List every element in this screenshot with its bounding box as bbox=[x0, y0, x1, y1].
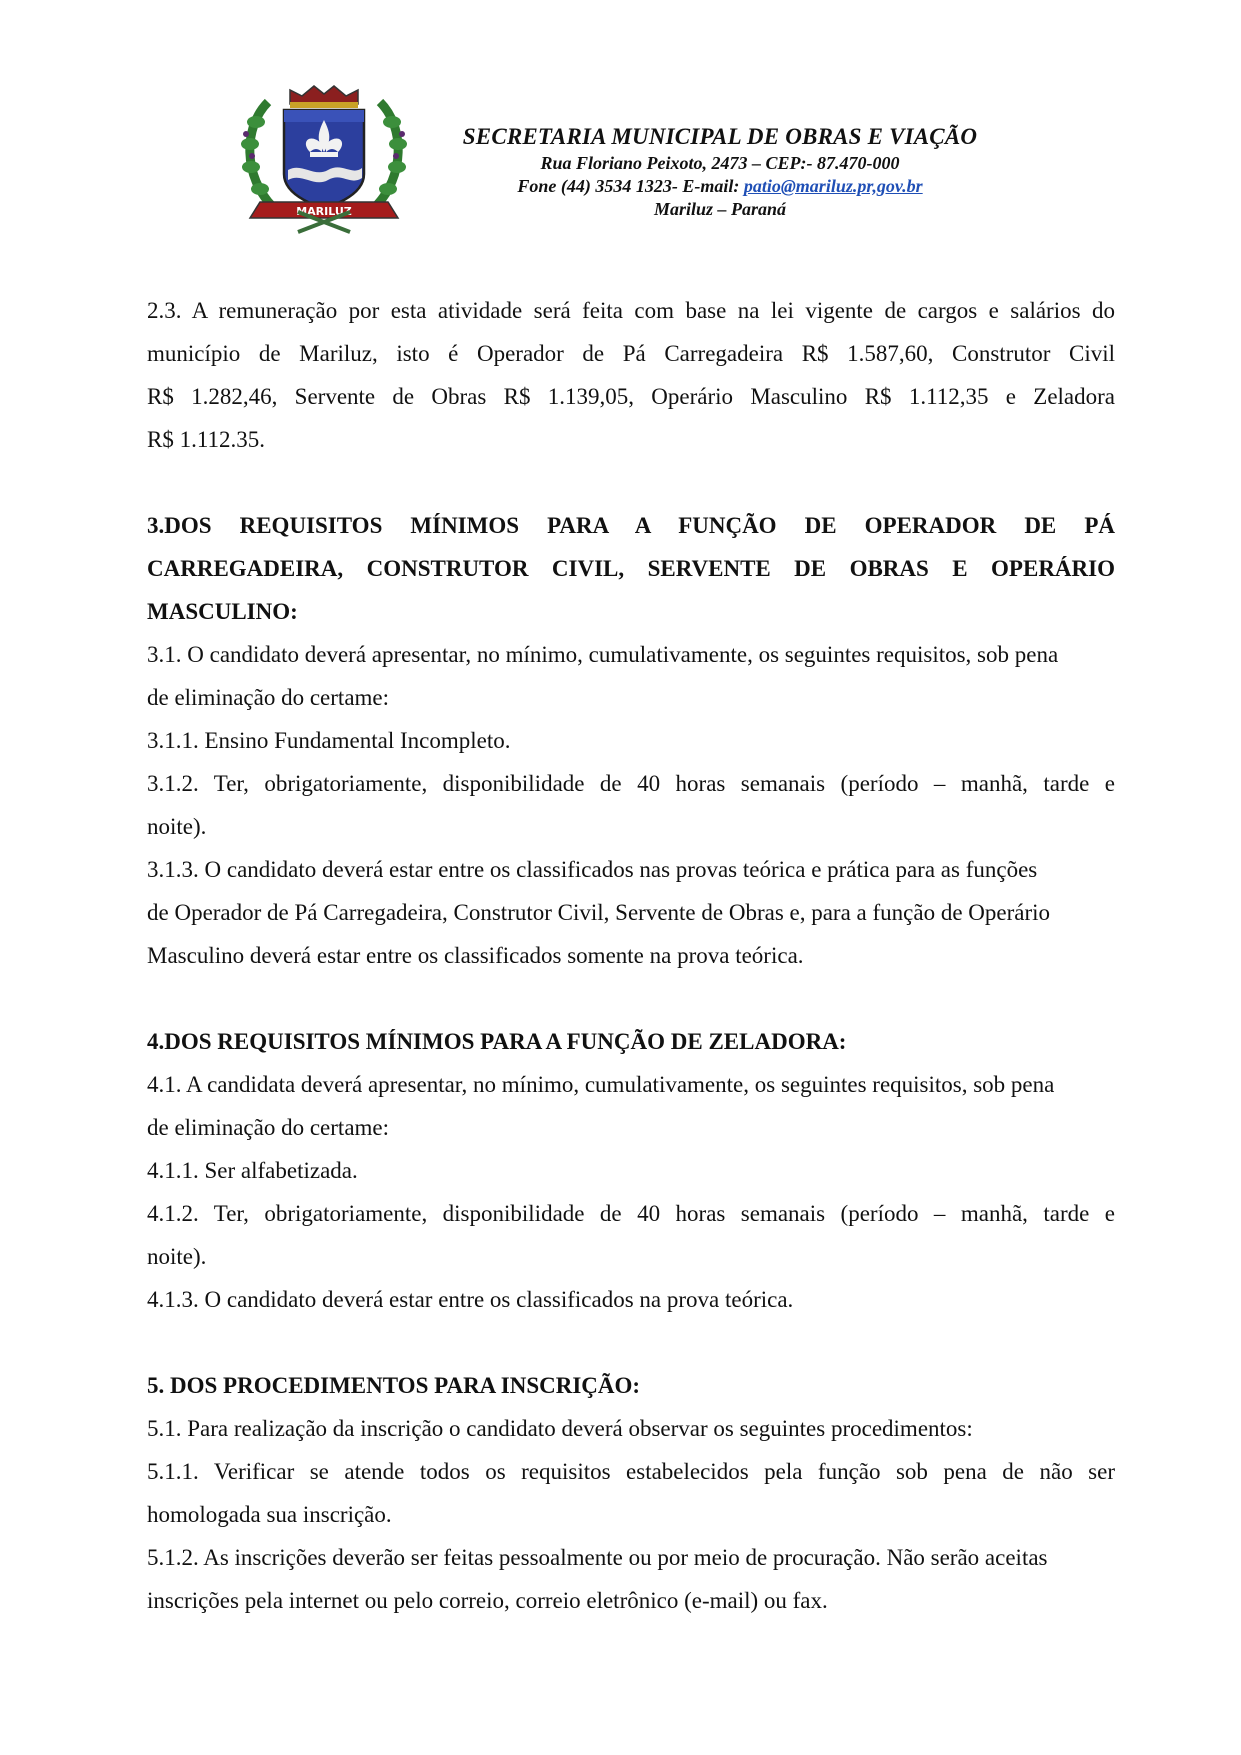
letterhead bbox=[0, 0, 1241, 250]
email-link[interactable]: patio@mariluz.pr,gov.br bbox=[743, 176, 923, 196]
city-line: Mariluz – Paraná bbox=[653, 199, 787, 219]
phone-label: Fone (44) 3534 1323- E-mail: bbox=[517, 176, 744, 196]
text-line: R$ 1.282,46, Servente de Obras R$ 1.139,05, Operário Masculino R$ 1.112,35 e Zeladora bbox=[147, 384, 1115, 409]
text-line: de eliminação do certame: bbox=[147, 1115, 390, 1140]
section-5 bbox=[147, 1364, 1115, 1622]
text-line: 4.1.2. Ter, obrigatoriamente, disponibilidade de 40 horas semanais (período – manhã, tarde e bbox=[147, 1201, 1115, 1226]
text-line: 4.1. A candidata deverá apresentar, no mínimo, cumulativamente, os seguintes requisitos, sob pena bbox=[147, 1072, 1055, 1097]
section-heading: 5. DOS PROCEDIMENTOS PARA INSCRIÇÃO: bbox=[147, 1373, 641, 1398]
contact-line bbox=[430, 175, 1010, 198]
text-line: de eliminação do certame: bbox=[147, 685, 390, 710]
text-line: de Operador de Pá Carregadeira, Construtor Civil, Servente de Obras e, para a função de Operário bbox=[147, 900, 1051, 925]
text-line: 2.3. A remuneração por esta atividade será feita com base na lei vigente de cargos e salários do bbox=[147, 298, 1115, 323]
text-line: 4.1.1. Ser alfabetizada. bbox=[147, 1158, 358, 1183]
text-line: 3.1.1. Ensino Fundamental Incompleto. bbox=[147, 728, 511, 753]
document-body bbox=[147, 289, 1115, 1622]
department-title: SECRETARIA MUNICIPAL DE OBRAS E VIAÇÃO bbox=[462, 124, 978, 149]
address-line: Rua Floriano Peixoto, 2473 – CEP:- 87.470-000 bbox=[540, 153, 900, 173]
section-heading-line: CARREGADEIRA, CONSTRUTOR CIVIL, SERVENTE DE OBRAS E OPERÁRIO bbox=[147, 556, 1115, 581]
text-line: 5.1. Para realização da inscrição o candidato deverá observar os seguintes procedimentos: bbox=[147, 1416, 973, 1441]
text-line: Masculino deverá estar entre os classificados somente na prova teórica. bbox=[147, 943, 804, 968]
text-line: noite). bbox=[147, 1244, 207, 1269]
paragraph-2-3 bbox=[147, 289, 1115, 461]
section-heading: 4.DOS REQUISITOS MÍNIMOS PARA A FUNÇÃO DE ZELADORA: bbox=[147, 1029, 847, 1054]
text-line: 3.1.3. O candidato deverá estar entre os classificados nas provas teórica e prática para as funções bbox=[147, 857, 1038, 882]
section-4 bbox=[147, 1020, 1115, 1321]
text-line: 5.1.1. Verificar se atende todos os requisitos estabelecidos pela função sob pena de não ser bbox=[147, 1459, 1115, 1484]
text-line: noite). bbox=[147, 814, 207, 839]
text-line: R$ 1.112.35. bbox=[147, 427, 265, 452]
municipal-crest-logo bbox=[238, 82, 410, 236]
text-line: 3.1. O candidato deverá apresentar, no mínimo, cumulativamente, os seguintes requisitos, sob pena bbox=[147, 642, 1059, 667]
section-3 bbox=[147, 504, 1115, 977]
section-heading-line: MASCULINO: bbox=[147, 599, 298, 624]
letterhead-text bbox=[430, 122, 1010, 221]
text-line: 5.1.2. As inscrições deverão ser feitas pessoalmente ou por meio de procuração. Não serão aceitas bbox=[147, 1545, 1048, 1570]
text-line: homologada sua inscrição. bbox=[147, 1502, 392, 1527]
text-line: 4.1.3. O candidato deverá estar entre os classificados na prova teórica. bbox=[147, 1287, 794, 1312]
text-line: 3.1.2. Ter, obrigatoriamente, disponibilidade de 40 horas semanais (período – manhã, tarde e bbox=[147, 771, 1115, 796]
section-heading-line: 3.DOS REQUISITOS MÍNIMOS PARA A FUNÇÃO DE OPERADOR DE PÁ bbox=[147, 513, 1115, 538]
text-line: município de Mariluz, isto é Operador de Pá Carregadeira R$ 1.587,60, Construtor Civil bbox=[147, 341, 1115, 366]
svg-text:MARILUZ: MARILUZ bbox=[296, 205, 352, 218]
text-line: inscrições pela internet ou pelo correio, correio eletrônico (e-mail) ou fax. bbox=[147, 1588, 828, 1613]
